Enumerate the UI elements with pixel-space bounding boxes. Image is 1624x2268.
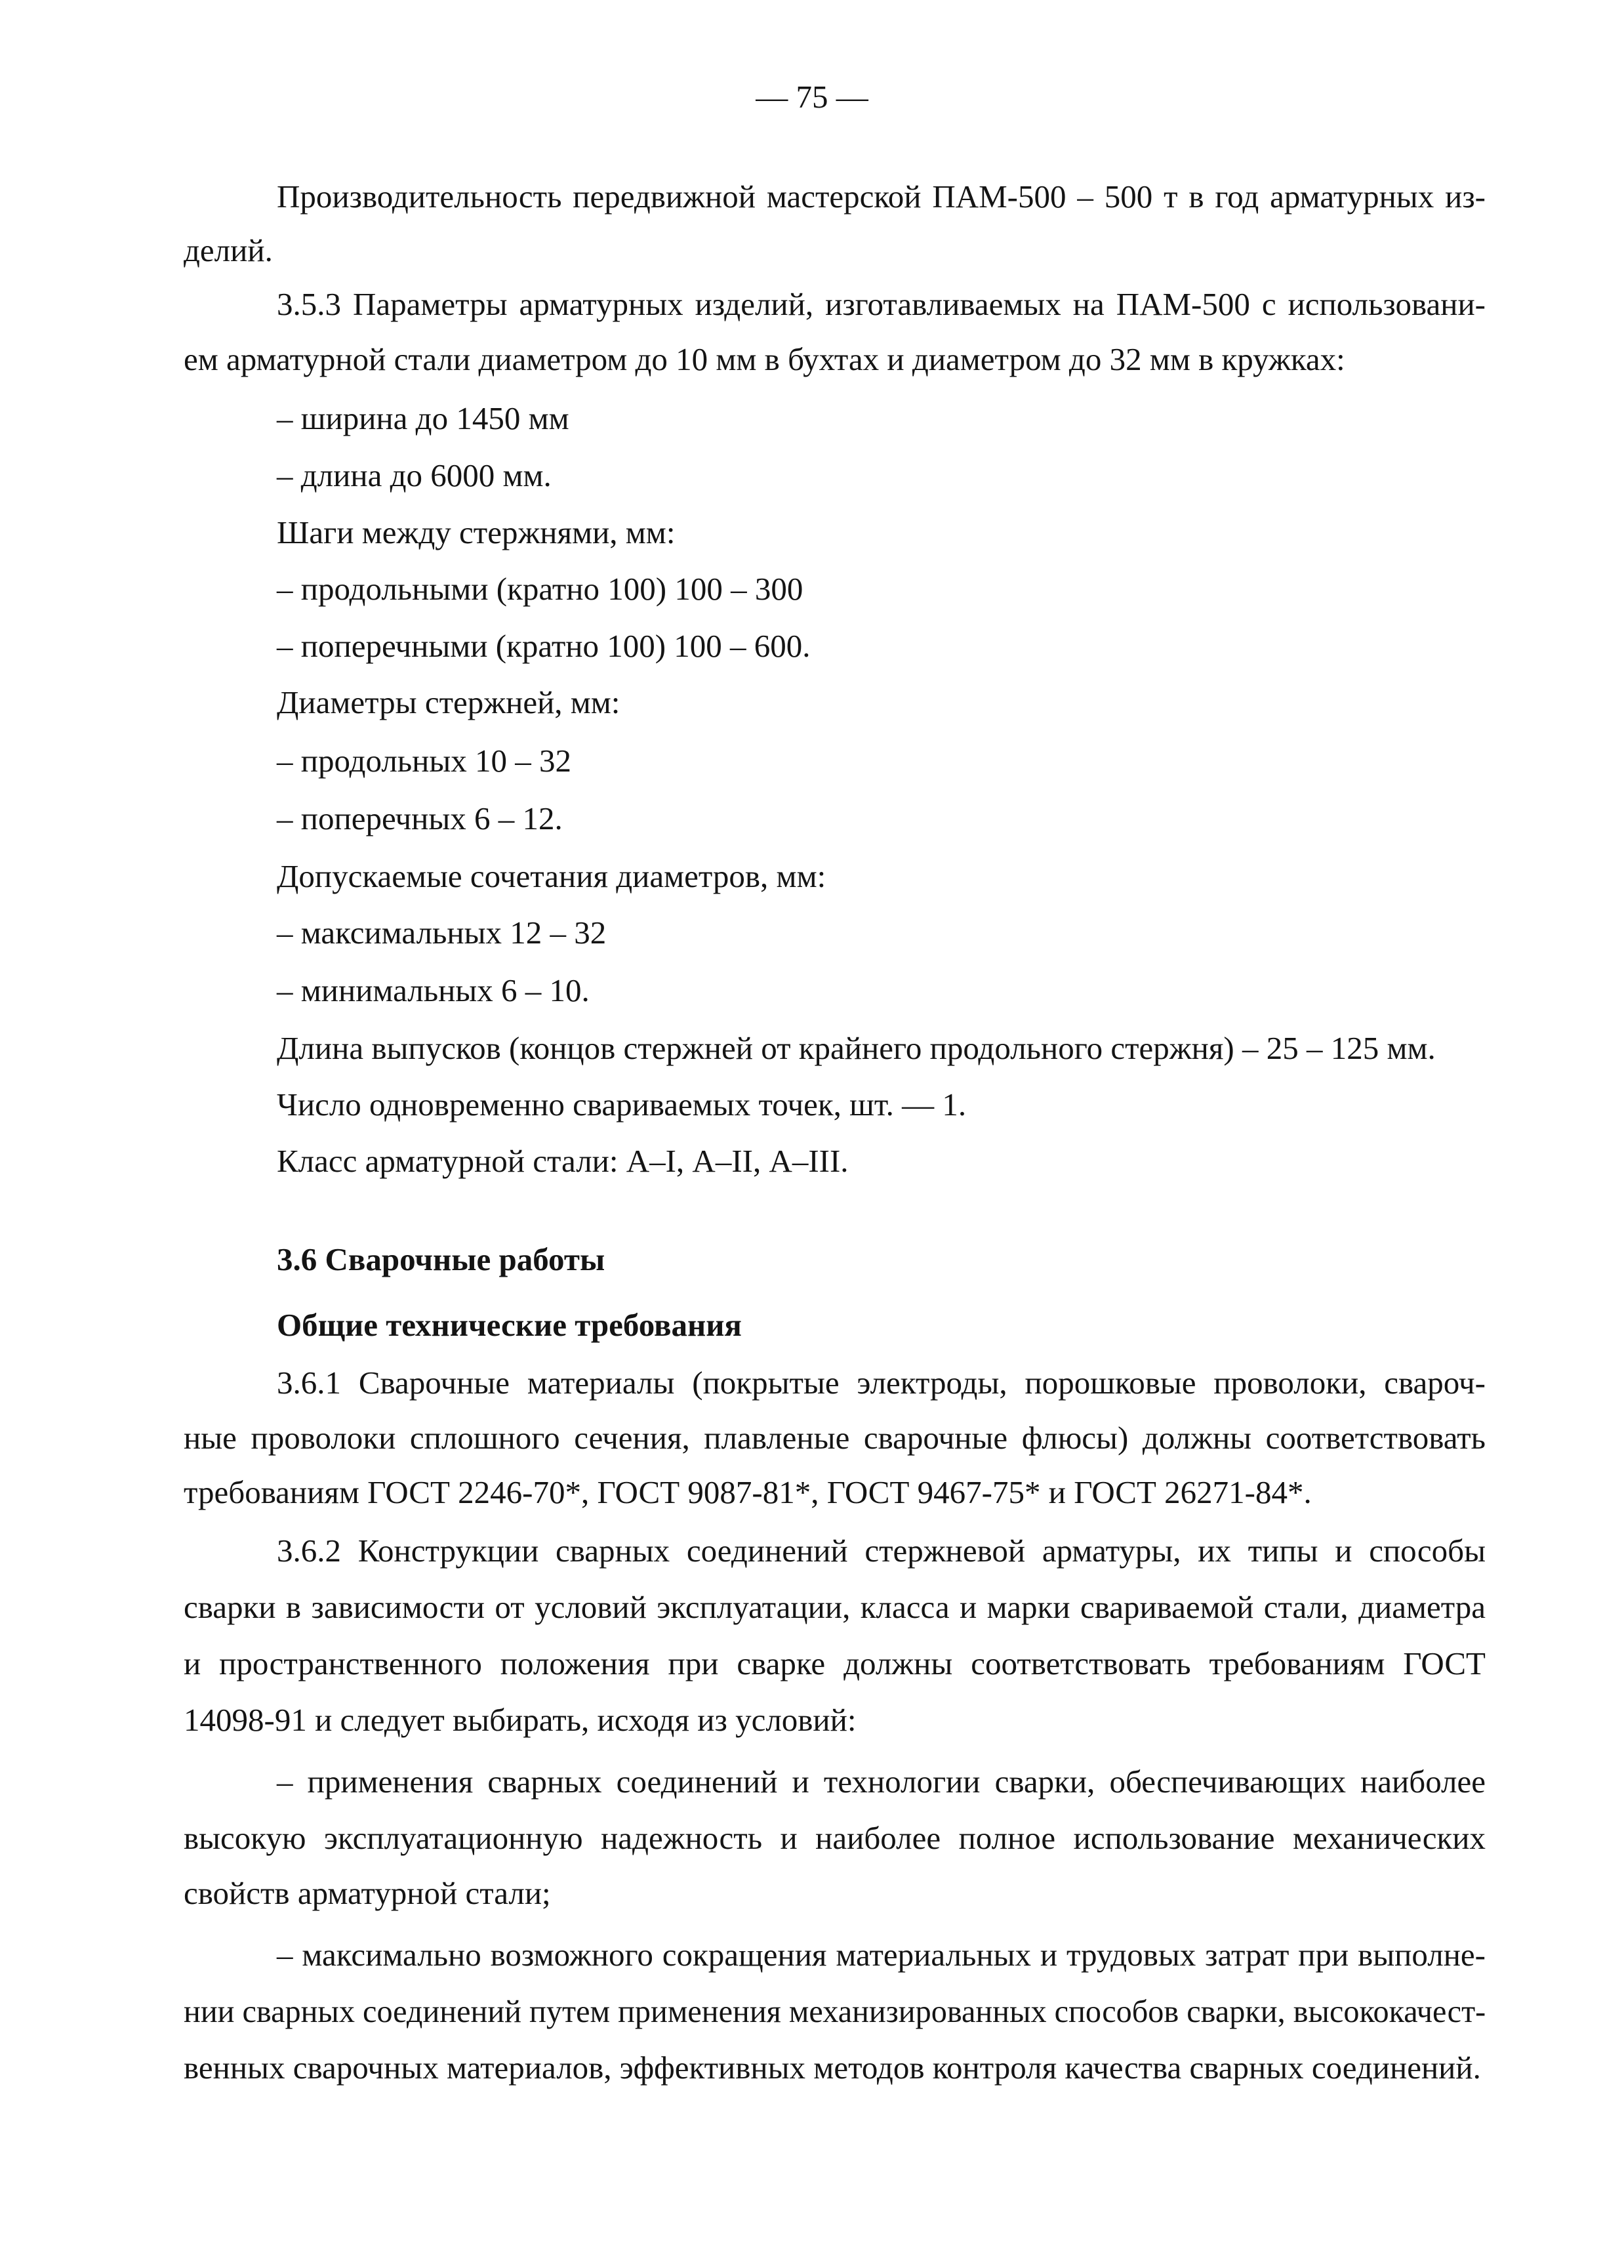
section-3-6-2-line-3: и пространственного положения при сварке должны соответствовать требованиям ГОСТ [184,1645,1486,1681]
section-3-5-3-line-2: ем арматурной стали диаметром до 10 мм в бухтах и диаметром до 32 мм в кружках: [184,341,1345,377]
combinations-heading: Допускаемые сочетания диаметров, мм: [277,858,826,894]
diameters-transverse: – поперечных 6 – 12. [277,800,563,836]
combinations-min: – минимальных 6 – 10. [277,972,590,1008]
condition-2-line-1: – максимально возможного сокращения материальных и трудовых затрат при выполне- [277,1937,1486,1973]
productivity-line-2: делий. [184,232,273,268]
outlet-length: Длина выпусков (концов стержней от крайнего продольного стержня) – 25 – 125 мм. [277,1030,1436,1066]
condition-2-line-3: венных сварочных материалов, эффективных методов контроля качества сварных соединений. [184,2050,1481,2086]
section-3-6-1-line-1: 3.6.1 Сварочные материалы (покрытые электроды, порошковые проволоки, свароч- [277,1365,1486,1401]
steel-class: Класс арматурной стали: А–I, А–II, А–III. [277,1143,849,1179]
page-number: — 75 — [756,79,868,115]
condition-1-line-2: высокую эксплуатационную надежность и наиболее полное использование механических [184,1820,1486,1856]
condition-2-line-2: нии сварных соединений путем применения механизированных способов сварки, высококачест- [184,1993,1486,2029]
combinations-max: – максимальных 12 – 32 [277,915,607,951]
section-3-6-title: 3.6 Сварочные работы [277,1241,605,1277]
dimension-length: – длина до 6000 мм. [277,457,552,493]
diameters-longitudinal: – продольных 10 – 32 [277,743,572,779]
section-3-6-2-line-4: 14098-91 и следует выбирать, исходя из условий: [184,1702,857,1738]
section-3-6-1-line-3: требованиям ГОСТ 2246-70*, ГОСТ 9087-81*, ГОСТ 9467-75* и ГОСТ 26271-84*. [184,1474,1312,1510]
steps-longitudinal: – продольными (кратно 100) 100 – 300 [277,571,803,607]
steps-transverse: – поперечными (кратно 100) 100 – 600. [277,628,811,664]
section-3-5-3-line-1: 3.5.3 Параметры арматурных изделий, изготавливаемых на ПАМ-500 с использовани- [277,286,1486,322]
section-3-6-2-line-1: 3.6.2 Конструкции сварных соединений стержневой арматуры, их типы и способы [277,1533,1486,1569]
productivity-line-1: Производительность передвижной мастерской ПАМ-500 – 500 т в год арматурных из- [277,178,1486,215]
steps-heading: Шаги между стержнями, мм: [277,514,676,550]
points-count: Число одновременно свариваемых точек, шт. — 1. [277,1086,967,1123]
dimension-width: – ширина до 1450 мм [277,400,569,436]
section-3-6-subtitle: Общие технические требования [277,1307,742,1343]
condition-1-line-1: – применения сварных соединений и технологии сварки, обеспечивающих наиболее [277,1763,1486,1800]
section-3-6-2-line-2: сварки в зависимости от условий эксплуатации, класса и марки свариваемой стали, диаметра [184,1589,1486,1625]
condition-1-line-3: свойств арматурной стали; [184,1875,551,1911]
diameters-heading: Диаметры стержней, мм: [277,684,620,720]
section-3-6-1-line-2: ные проволоки сплошного сечения, плавленые сварочные флюсы) должны соответствовать [184,1420,1486,1456]
